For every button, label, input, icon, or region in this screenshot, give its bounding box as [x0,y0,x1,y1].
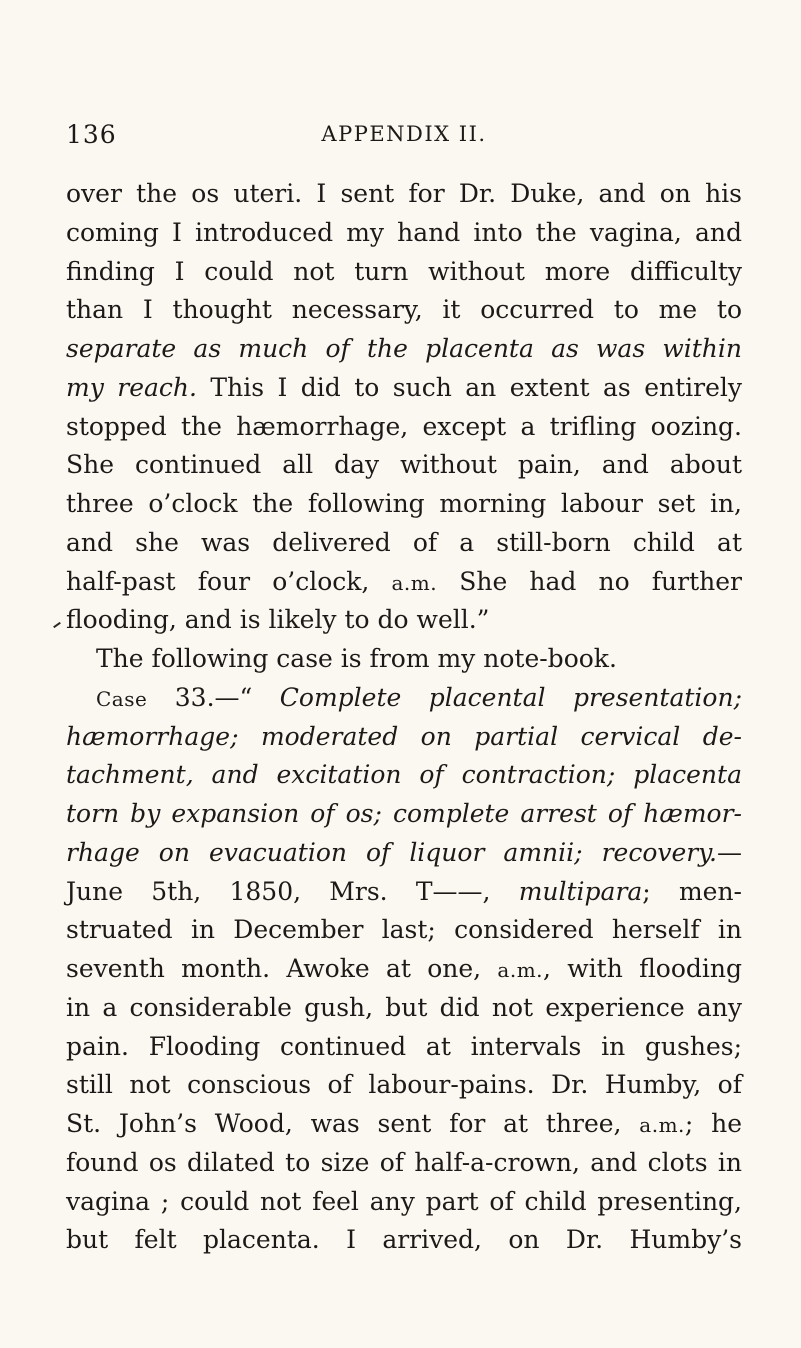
text-line [66,1028,742,1067]
running-head [66,120,742,154]
text-run: ; men- [642,876,742,906]
text-line [66,563,742,602]
text-line [66,330,742,369]
text-run: June 5th, 1850, Mrs. T——, [66,876,519,906]
text-run: seventh month. Awoke at one, [66,954,498,983]
text-line [66,524,742,563]
text-run: flooding, and is likely to do well.” [66,605,490,635]
text-run: The following case is from my note-book. [96,644,617,673]
text-line [66,175,742,214]
text-run: pain. Flooding continued at intervals in gushes; [66,1031,742,1061]
text-line [66,679,742,718]
text-line [66,950,742,989]
text-run: finding I could not turn without more difficulty [66,256,742,286]
text-line [66,601,742,640]
text-run: She had no further [437,566,742,596]
text-line [66,989,742,1028]
italic-text: Complete placental presentation; [279,682,742,712]
italic-text: multipara [518,876,643,906]
small-caps-text: a.m. [391,570,438,595]
text-run: three o’clock the following morning labour set in, [66,489,742,518]
text-line [66,485,742,524]
text-run: in a considerable gush, but did not experience any [66,992,742,1022]
small-caps-text: Case [96,686,148,711]
text-run: found os dilated to size of half-a-crown, and clots in [66,1147,742,1177]
text-line [66,1144,742,1183]
text-line [66,1105,742,1144]
small-caps-text: a.m. [639,1113,685,1137]
text-line [66,834,742,873]
text-run: and she was delivered of a still-born child at [66,527,742,557]
text-line [66,369,742,408]
text-line [66,1066,742,1105]
small-caps-text: a.m. [497,958,544,982]
text-line [66,408,742,447]
text-line [66,446,742,485]
italic-text: hæmorrhage; moderated on partial cervical de- [66,721,742,751]
text-line [66,873,742,912]
margin-mark [53,622,61,628]
text-run: St. John’s Wood, was sent for at three, [66,1109,640,1138]
text-run: but felt placenta. I arrived, on Dr. Humby’s [66,1225,742,1255]
page-number: 136 [66,120,117,149]
italic-text: torn by expansion of os; complete arrest of hæmor- [66,799,742,828]
text-line [66,1221,742,1260]
body-text [66,175,742,1260]
text-run: than I thought necessary, it occurred to me to [66,295,742,325]
text-line [66,718,742,757]
text-run: This I did to such an extent as entirely [196,372,742,402]
text-line [66,1183,742,1222]
text-run: ; he [684,1109,742,1138]
text-line [66,911,742,950]
italic-text: my reach. [66,372,197,402]
text-run: coming I introduced my hand into the vagina, and [66,217,742,247]
text-run: , with flooding [543,954,742,983]
text-run: — [717,837,742,867]
text-run: stopped the hæmorrhage, except a trifling oozing. [66,411,742,441]
text-run: vagina ; could not feel any part of child presenting, [66,1186,742,1216]
text-run: still not conscious of labour-pains. Dr. Humby, of [66,1070,742,1100]
italic-text: tachment, and excitation of contraction; placenta [66,760,742,790]
text-line [66,253,742,292]
text-run: over the os uteri. I sent for Dr. Duke, and on his [66,179,742,208]
text-run: She continued all day without pain, and about [66,450,742,480]
text-run: 33.—“ [147,682,280,712]
italic-text: separate as much of the placenta as was within [66,334,742,363]
text-line [66,291,742,330]
text-line [66,640,742,679]
text-run: half-past four o’clock, [66,566,392,596]
text-line [66,756,742,795]
text-line [66,795,742,834]
italic-text: rhage on evacuation of liquor amnii; recovery. [66,837,717,867]
text-run: struated in December last; considered herself in [66,915,742,945]
text-line [66,214,742,253]
running-title: APPENDIX II. [321,122,487,146]
